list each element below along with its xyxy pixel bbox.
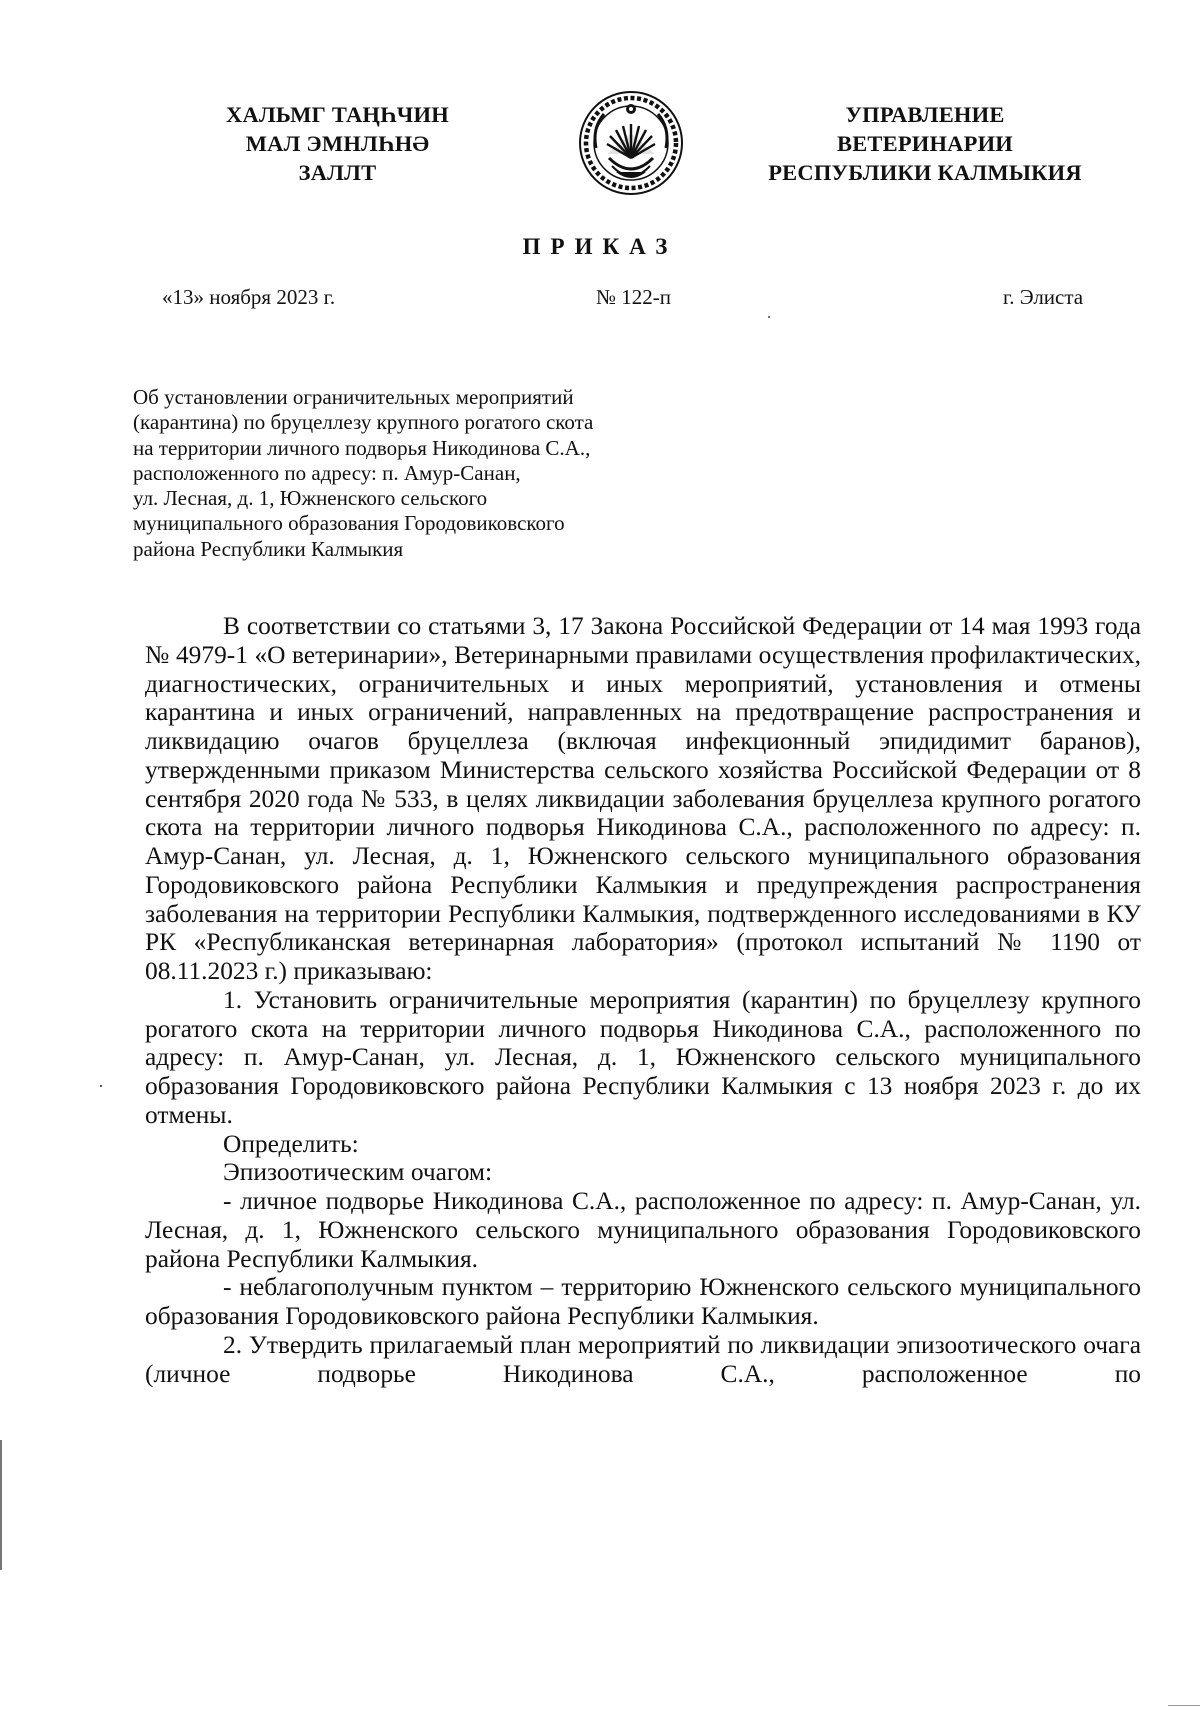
subject-line: ул. Лесная, д. 1, Южненского сельского <box>133 486 488 511</box>
document-date: «13» ноября 2023 г. <box>162 285 336 309</box>
focus-item-paragraph: - личное подворье Никодинова С.А., расположенное по адресу: п. Амур-Санан, ул. Лесная, д. 1, Южненского сельского муниципального образования Городовиковского района Республики Калмыкия. <box>145 1187 1141 1273</box>
coat-of-arms-emblem <box>576 88 686 198</box>
focus-label-paragraph: Эпизоотическим очагом: <box>223 1158 493 1187</box>
subject-line: района Республики Калмыкия <box>133 536 404 561</box>
subject-line: расположенного по адресу: п. Амур-Санан, <box>133 460 521 485</box>
document-number: № 122-п <box>596 285 672 309</box>
order-subject <box>133 385 713 562</box>
subject-line: (карантина) по бруцеллезу крупного рогатого скота <box>133 410 594 435</box>
define-paragraph: Определить: <box>223 1129 359 1158</box>
order-body <box>145 612 1141 1388</box>
header-right-line: РЕСПУБЛИКИ КАЛМЫКИЯ <box>768 160 1082 185</box>
document-city: г. Элиста <box>1003 285 1084 309</box>
point-item-paragraph: - неблагополучным пунктом – территорию Южненского сельского муниципального образования Городовиковского района Республики Калмыкия. <box>145 1273 1141 1330</box>
header-left-line: ХАЛЬМГ ТАҢҺЧИН <box>226 102 449 127</box>
header-russian-name <box>720 100 1130 187</box>
item-2-paragraph: 2. Утвердить прилагаемый план мероприятий по ликвидации эпизоотического очага (личное подворье Никодинова С.А., расположенное по <box>145 1330 1141 1388</box>
scan-speck <box>100 1085 102 1087</box>
document-title: ПРИКАЗ <box>522 234 678 259</box>
scan-edge-mark <box>0 1440 2 1570</box>
scan-speck <box>768 316 770 318</box>
header-left-line: ЗАЛЛТ <box>298 160 377 185</box>
subject-line: на территории личного подворья Никодинова С.А., <box>133 435 591 460</box>
header-left-line: МАЛ ЭМНЛҺНӘ <box>245 131 430 156</box>
header-right-line: УПРАВЛЕНИЕ <box>845 102 1005 127</box>
scan-edge-mark <box>1168 1705 1200 1706</box>
subject-line: муниципального образования Городовиковского <box>133 511 565 536</box>
subject-line: Об установлении ограничительных мероприятий <box>133 385 574 409</box>
header-right-line: ВЕТЕРИНАРИИ <box>837 131 1013 156</box>
header-kalmyk-name <box>160 100 515 187</box>
preamble-paragraph: В соответствии со статьями 3, 17 Закона Российской Федерации от 14 мая 1993 года № 4979-1 «О ветеринарии», Ветеринарными правилами осуществления профилактических, диагностических, ограничительных и иных мероприятий, установления и отмены карантина и иных ограничений, направленных на предотвращение распространения и ликвидацию очагов бруцеллеза (включая инфекционный эпидидимит баранов), утвержденными приказом Министерства сельского хозяйства Российской Федерации от 8 сентября 2020 года № 533, в целях ликвидации заболевания бруцеллеза крупного рогатого скота на территории личного подворья Никодинова С.А., расположенного по адресу: п. Амур-Санан, ул. Лесная, д. 1, Южненского сельского муниципального образования Городовиковского района Республики Калмыкия и предупреждения распространения заболевания на территории Республики Калмыкия, подтвержденного исследованиями в КУ РК «Республиканская ветеринарная лаборатория» (протокол испытаний № 1190 от 08.11.2023 г.) приказываю: <box>145 612 1141 985</box>
item-1-paragraph: 1. Установить ограничительные мероприятия (карантин) по бруцеллезу крупного рогатого скота на территории личного подворья Никодинова С.А., расположенного по адресу: п. Амур-Санан, ул. Лесная, д. 1, Южненского сельского муниципального образования Городовиковского района Республики Калмыкия с 13 ноября 2023 г. до их отмены. <box>145 985 1141 1129</box>
